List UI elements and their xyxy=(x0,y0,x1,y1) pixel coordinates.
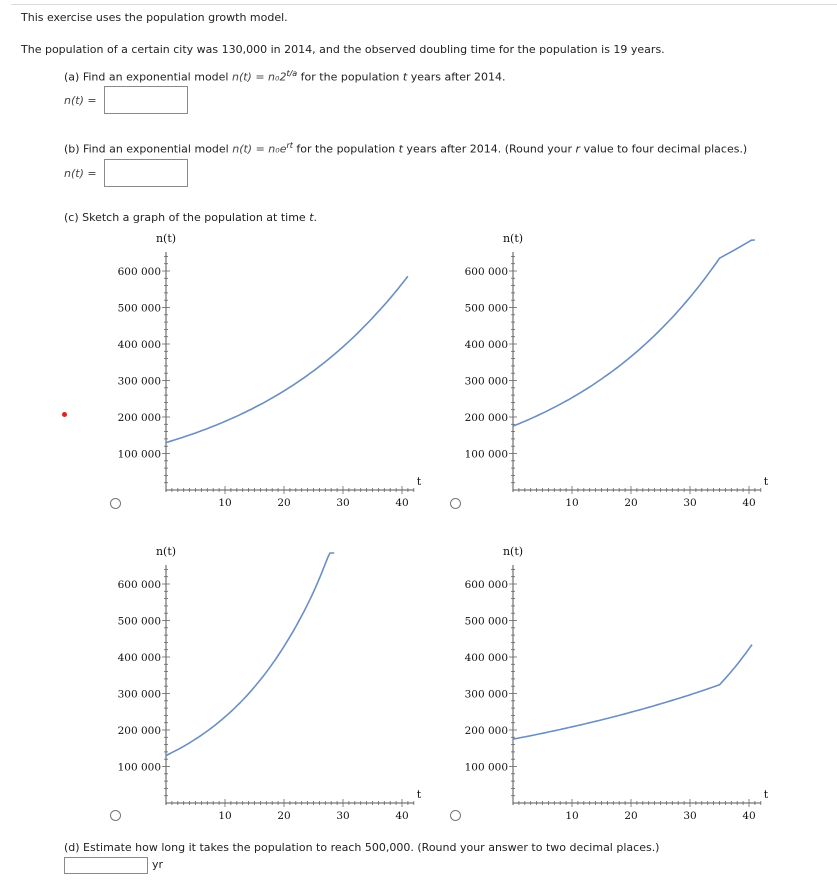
x-tick-label: 40 xyxy=(395,497,409,509)
x-tick-label: 20 xyxy=(277,497,291,509)
y-tick-label: 600 000 xyxy=(464,266,508,278)
x-tick-label: 40 xyxy=(742,810,756,822)
intro-text: This exercise uses the population growth model. xyxy=(21,11,288,24)
x-tick-label: 10 xyxy=(218,810,232,822)
part-a-exponent: t/a xyxy=(286,69,298,78)
x-tick-label: 10 xyxy=(565,810,579,822)
y-tick-label: 500 000 xyxy=(117,302,161,315)
x-tick-label: 10 xyxy=(565,497,579,509)
graph-option-3[interactable] xyxy=(95,541,425,834)
graph-option-2[interactable] xyxy=(442,228,772,521)
y-tick-label: 400 000 xyxy=(464,652,508,664)
x-tick-label: 20 xyxy=(624,810,638,822)
series-line xyxy=(513,645,752,740)
y-tick-label: 200 000 xyxy=(117,412,161,424)
y-tick-label: 100 000 xyxy=(464,761,508,774)
series-line xyxy=(513,240,755,426)
x-axis-title: t xyxy=(416,788,422,801)
x-tick-label: 10 xyxy=(218,497,232,509)
y-tick-label: 600 000 xyxy=(464,579,508,591)
top-divider xyxy=(11,4,837,5)
part-d-unit: yr xyxy=(152,858,164,871)
y-tick-label: 300 000 xyxy=(117,688,161,701)
x-axis-title: t xyxy=(763,788,769,801)
part-b-answer-input[interactable] xyxy=(104,159,188,187)
y-tick-label: 400 000 xyxy=(117,652,161,664)
graph-option-1-radio-selected[interactable] xyxy=(62,412,67,417)
y-tick-label: 500 000 xyxy=(464,615,508,628)
part-a-formula: n(t) = n₀2 xyxy=(231,70,287,84)
y-tick-label: 500 000 xyxy=(117,615,161,628)
part-c-question: (c) Sketch a graph of the population at time t. xyxy=(64,211,318,224)
x-tick-label: 30 xyxy=(683,497,697,509)
x-tick-label: 30 xyxy=(683,810,697,822)
y-axis-title: n(t) xyxy=(502,232,524,245)
part-d-answer-input[interactable] xyxy=(64,857,148,874)
x-tick-label: 40 xyxy=(742,497,756,509)
y-tick-label: 300 000 xyxy=(117,375,161,388)
x-tick-label: 40 xyxy=(395,810,409,822)
part-b-answer-label: n(t) = xyxy=(64,167,97,180)
problem-statement: The population of a certain city was 130,000 in 2014, and the observed doubling time for the population is 19 years. xyxy=(21,43,665,56)
y-tick-label: 100 000 xyxy=(117,761,161,774)
part-b-formula: n(t) = n₀e xyxy=(232,142,287,156)
part-d-question: (d) Estimate how long it takes the population to reach 500,000. (Round your answer to two decimal places.) xyxy=(64,841,660,854)
x-axis-title: t xyxy=(416,475,422,488)
y-axis-title: n(t) xyxy=(155,545,177,558)
y-tick-label: 200 000 xyxy=(464,412,508,424)
x-tick-label: 30 xyxy=(336,810,350,822)
y-tick-label: 300 000 xyxy=(464,375,508,388)
y-tick-label: 500 000 xyxy=(464,302,508,315)
y-tick-label: 400 000 xyxy=(464,339,508,351)
x-tick-label: 30 xyxy=(336,497,350,509)
series-line xyxy=(166,553,334,756)
part-a-answer-label: n(t) = xyxy=(64,94,97,107)
part-a-question: (a) Find an exponential model $n(t) = n_02^{t/a}$ for the population t years after 2014. xyxy=(64,69,506,84)
graph-option-4[interactable] xyxy=(442,541,772,834)
y-axis-title: n(t) xyxy=(155,232,177,245)
y-axis-title: n(t) xyxy=(502,545,524,558)
x-tick-label: 20 xyxy=(277,810,291,822)
part-b-exponent: rt xyxy=(286,141,293,150)
part-b-question: (b) Find an exponential model $n(t) = n_0e^{rt}$ for the population t years after 2014. (Round your r value to four decimal places.) xyxy=(64,141,748,156)
x-axis-title: t xyxy=(763,475,769,488)
y-tick-label: 100 000 xyxy=(464,448,508,461)
series-line xyxy=(166,276,408,442)
y-tick-label: 600 000 xyxy=(117,579,161,591)
y-tick-label: 100 000 xyxy=(117,448,161,461)
y-tick-label: 300 000 xyxy=(464,688,508,701)
y-tick-label: 200 000 xyxy=(464,725,508,737)
part-a-answer-input[interactable] xyxy=(104,86,188,114)
graph-option-1[interactable] xyxy=(95,228,425,521)
y-tick-label: 200 000 xyxy=(117,725,161,737)
y-tick-label: 600 000 xyxy=(117,266,161,278)
y-tick-label: 400 000 xyxy=(117,339,161,351)
x-tick-label: 20 xyxy=(624,497,638,509)
